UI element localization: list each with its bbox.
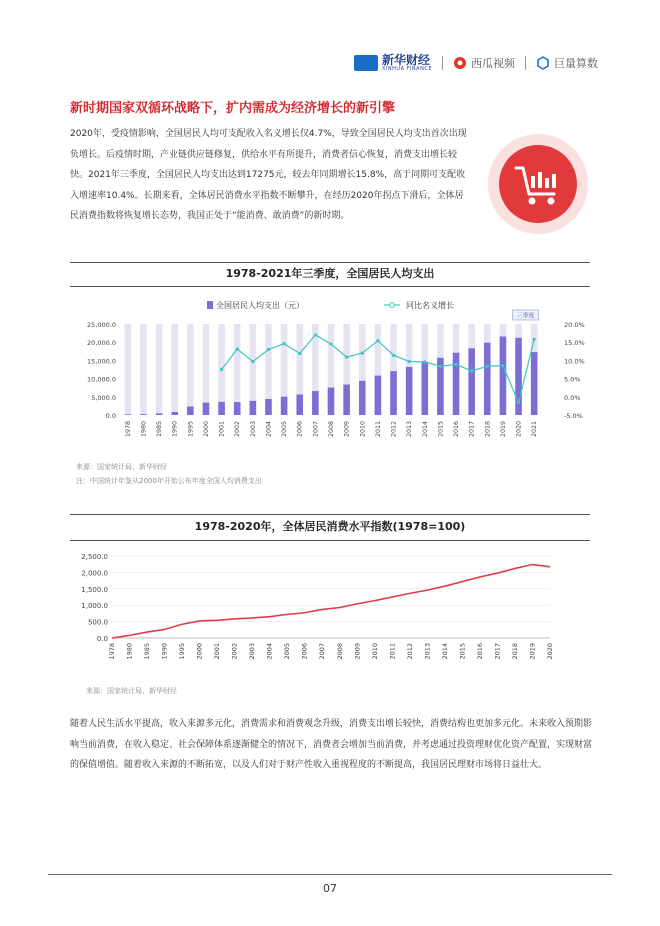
- bar: [484, 343, 491, 415]
- y-tick-label: 2,500.0: [81, 553, 108, 561]
- growth-point: [376, 339, 379, 342]
- x-tick-label: 2009: [353, 643, 362, 660]
- legend-line-label: 同比名义增长: [406, 301, 454, 310]
- x-tick-label: 2004: [265, 643, 274, 660]
- bar-background: [234, 324, 241, 415]
- y-tick-label: 25,000.0: [87, 321, 116, 329]
- juliang-logo-name: 巨量算数: [554, 57, 598, 70]
- growth-point: [329, 342, 332, 345]
- bar: [203, 403, 210, 415]
- chart2-title: 1978-2020年，全体居民消费水平指数(1978=100): [194, 520, 466, 533]
- x-tick-label: 1980: [140, 421, 148, 438]
- paragraph-1: 2020年，受疫情影响，全国居民人均可支配收入名义增长仅4.7%，导致全国居民人均支出首次出现负增长。后疫情时期，产业链供应链修复，供给水平有所提升，消费者信心恢复，消费支出增长较快。2021年三季度，全国居民人均支出达到17275元，较去年同期增长15.8%，高于同期可支配收入增速率10.4%。长期来看，全体居民消费水平指数不断攀升，在经历2020年拐点下滑后，全体居民消费指数将恢复增长态势，我国正处于“能消费、敢消费”的新时期。: [70, 129, 467, 221]
- bar: [328, 388, 335, 415]
- x-tick-label: 2006: [296, 421, 304, 438]
- footer-rule: [48, 874, 612, 875]
- bar-background: [156, 324, 163, 415]
- legend-bar-swatch: [207, 301, 213, 309]
- chart2-top-rule: [70, 514, 590, 515]
- bar: [312, 391, 319, 415]
- x-tick-label: 2017: [468, 421, 476, 438]
- juliang-icon: [536, 56, 550, 70]
- bar: [140, 414, 147, 415]
- bar: [500, 337, 507, 415]
- x-tick-label: 1990: [171, 421, 179, 438]
- bar: [281, 397, 288, 415]
- y-tick-label: 1,000.0: [81, 602, 108, 611]
- x-tick-label: 2012: [405, 643, 414, 660]
- bar: [468, 348, 475, 415]
- bar: [171, 412, 178, 415]
- x-tick-label: 1990: [160, 643, 169, 660]
- chart1-svg: [70, 292, 600, 460]
- x-tick-label: 2019: [528, 643, 537, 660]
- y2-tick-label: 10.0%: [564, 357, 585, 366]
- growth-point: [408, 360, 411, 363]
- x-tick-label: 2016: [453, 421, 461, 438]
- growth-point: [501, 364, 504, 367]
- x-tick-label: 1995: [187, 421, 195, 438]
- x-tick-label: 2013: [406, 421, 414, 438]
- x-tick-label: 2019: [499, 421, 507, 438]
- growth-point: [314, 333, 317, 336]
- x-tick-label: 2003: [249, 421, 257, 438]
- page-number: 07: [323, 882, 337, 895]
- xinhua-logo-name: 新华财经: [382, 53, 431, 67]
- growth-point: [486, 365, 489, 368]
- x-tick-label: 2020: [546, 643, 554, 660]
- bar: [234, 402, 241, 415]
- juliang-logo: [536, 55, 598, 71]
- bar: [375, 376, 382, 415]
- y-tick-label: 15,000.0: [87, 357, 116, 366]
- logo-divider: [442, 56, 443, 70]
- bar: [359, 381, 366, 415]
- chart1-title: 1978-2021年三季度，全国居民人均支出: [225, 267, 435, 280]
- bar: [250, 401, 257, 415]
- bar: [265, 399, 272, 415]
- chart1-source: 来源：国家统计局、新华财经: [76, 463, 167, 471]
- bar: [421, 362, 428, 415]
- x-tick-label: 2008: [335, 643, 344, 660]
- x-tick-label: 2003: [248, 643, 257, 660]
- x-tick-label: 2018: [510, 643, 519, 660]
- bar: [218, 402, 225, 415]
- growth-point: [423, 360, 426, 363]
- x-tick-label: 2002: [234, 421, 242, 438]
- x-tick-label: 2015: [458, 643, 467, 660]
- x-tick-label: 2010: [359, 421, 367, 438]
- xigua-logo-name: 西瓜视频: [471, 57, 515, 70]
- y-tick-label: 500.0: [87, 618, 108, 627]
- bar: [453, 353, 460, 415]
- bar: [156, 413, 163, 415]
- x-tick-label: 2004: [265, 421, 273, 438]
- paragraph-2: 随着人民生活水平提高，收入来源多元化，消费需求和消费观念升级，消费支出增长较快，消费结构也更加多元化。未来收入预期影响当前消费，在收入稳定、社会保障体系逐渐健全的情况下，消费者会增加当前消费，并考虑通过投资理财优化资产配置，实现财富的保值增值。随着收入来源的不断拓宽，以及人们对于财产性收入重视程度的不断提高，我国居民理财市场将日益壮大。: [70, 719, 593, 770]
- y2-tick-label: 15.0%: [564, 339, 585, 348]
- y2-tick-label: 5.0%: [564, 375, 581, 384]
- bar: [406, 367, 413, 415]
- x-tick-label: 2010: [370, 643, 379, 660]
- x-tick-label: 2011: [374, 421, 382, 438]
- growth-point: [361, 352, 364, 355]
- x-tick-label: 2014: [421, 421, 429, 438]
- x-tick-label: 2006: [300, 643, 309, 660]
- shopping-cart-icon: [512, 158, 564, 210]
- x-tick-label: 2018: [484, 421, 492, 438]
- bar-background: [203, 324, 210, 415]
- x-tick-label: 2001: [213, 643, 222, 660]
- y-tick-label: 5,000.0: [91, 393, 116, 402]
- x-tick-label: 2021: [531, 421, 539, 438]
- chart2-source: 来源：国家统计局、新华财经: [86, 687, 177, 695]
- growth-point: [236, 348, 239, 351]
- x-tick-label: 2005: [281, 421, 289, 438]
- growth-point: [298, 352, 301, 355]
- x-tick-label: 2015: [437, 421, 445, 438]
- xinhua-finance-logo: [354, 54, 432, 72]
- bar: [390, 371, 397, 415]
- chart1-note: 注：中国统计年鉴从2000年开始公布年度全国人均消费支出: [76, 477, 262, 485]
- xigua-icon: [453, 56, 467, 70]
- bar: [187, 407, 194, 415]
- logo-divider: [525, 56, 526, 70]
- bar: [296, 394, 303, 415]
- growth-point: [517, 401, 520, 404]
- x-tick-label: 1995: [178, 643, 187, 660]
- bar-background: [125, 324, 132, 415]
- x-tick-label: 2002: [230, 643, 239, 660]
- x-tick-label: 2007: [312, 421, 320, 438]
- y-tick-label: 0.0: [96, 635, 108, 643]
- legend-bar-label: 全国居民人均支出（元）: [216, 301, 304, 310]
- bar-background: [140, 324, 147, 415]
- y-tick-label: 20,000.0: [87, 339, 116, 348]
- annotation-text: 三季度: [516, 312, 535, 320]
- growth-point: [220, 368, 223, 371]
- x-tick-label: 2014: [440, 643, 449, 660]
- chart2-bottom-rule: [70, 540, 590, 541]
- growth-point: [533, 338, 536, 341]
- bar: [125, 414, 132, 415]
- x-tick-label: 2007: [318, 643, 327, 660]
- y-tick-label: 2,000.0: [81, 569, 108, 578]
- growth-point: [439, 365, 442, 368]
- index-line: [112, 565, 550, 638]
- bar-background: [171, 324, 178, 415]
- bar: [531, 352, 538, 415]
- x-tick-label: 2020: [515, 421, 523, 438]
- x-tick-label: 2000: [202, 421, 210, 438]
- x-tick-label: 2012: [390, 421, 398, 438]
- chart1-bottom-rule: [70, 286, 590, 287]
- x-tick-label: 2005: [283, 643, 292, 660]
- y2-tick-label: 20.0%: [564, 321, 585, 329]
- x-tick-label: 2009: [343, 421, 351, 438]
- y-tick-label: 0.0: [105, 412, 116, 420]
- x-tick-label: 2017: [493, 643, 502, 660]
- y-tick-label: 10,000.0: [87, 375, 116, 384]
- bar-background: [187, 324, 194, 415]
- x-tick-label: 2008: [328, 421, 335, 438]
- x-tick-label: 2013: [423, 643, 432, 660]
- growth-point: [454, 363, 457, 366]
- y2-tick-label: -5.0%: [564, 412, 583, 420]
- x-tick-label: 1978: [108, 643, 116, 660]
- y2-tick-label: 0.0%: [564, 393, 581, 402]
- growth-point: [345, 356, 348, 359]
- x-tick-label: 1985: [143, 643, 152, 660]
- growth-point: [470, 369, 473, 372]
- x-tick-label: 1980: [125, 643, 134, 660]
- x-tick-label: 1985: [156, 421, 164, 438]
- x-tick-label: 2011: [388, 643, 397, 660]
- x-tick-label: 1978: [124, 421, 132, 438]
- y-tick-label: 1,500.0: [81, 585, 108, 594]
- growth-point: [251, 360, 254, 363]
- xinhua-logo-sub: XINHUA FINANCE: [382, 66, 432, 72]
- growth-point: [283, 342, 286, 345]
- growth-point: [392, 354, 395, 357]
- xinhua-badge-icon: [354, 55, 378, 71]
- x-tick-label: 2000: [195, 643, 204, 660]
- bar: [343, 385, 350, 415]
- chart2-svg: [70, 548, 600, 678]
- chart1-top-rule: [70, 262, 590, 263]
- header-logos: [354, 54, 598, 72]
- legend-line-marker: [390, 303, 395, 308]
- section-title: 新时期国家双循环战略下，扩内需成为经济增长的新引擎: [70, 101, 396, 116]
- x-tick-label: 2001: [218, 421, 226, 438]
- x-tick-label: 2016: [475, 643, 484, 660]
- xigua-video-logo: [453, 55, 515, 71]
- growth-point: [267, 348, 270, 351]
